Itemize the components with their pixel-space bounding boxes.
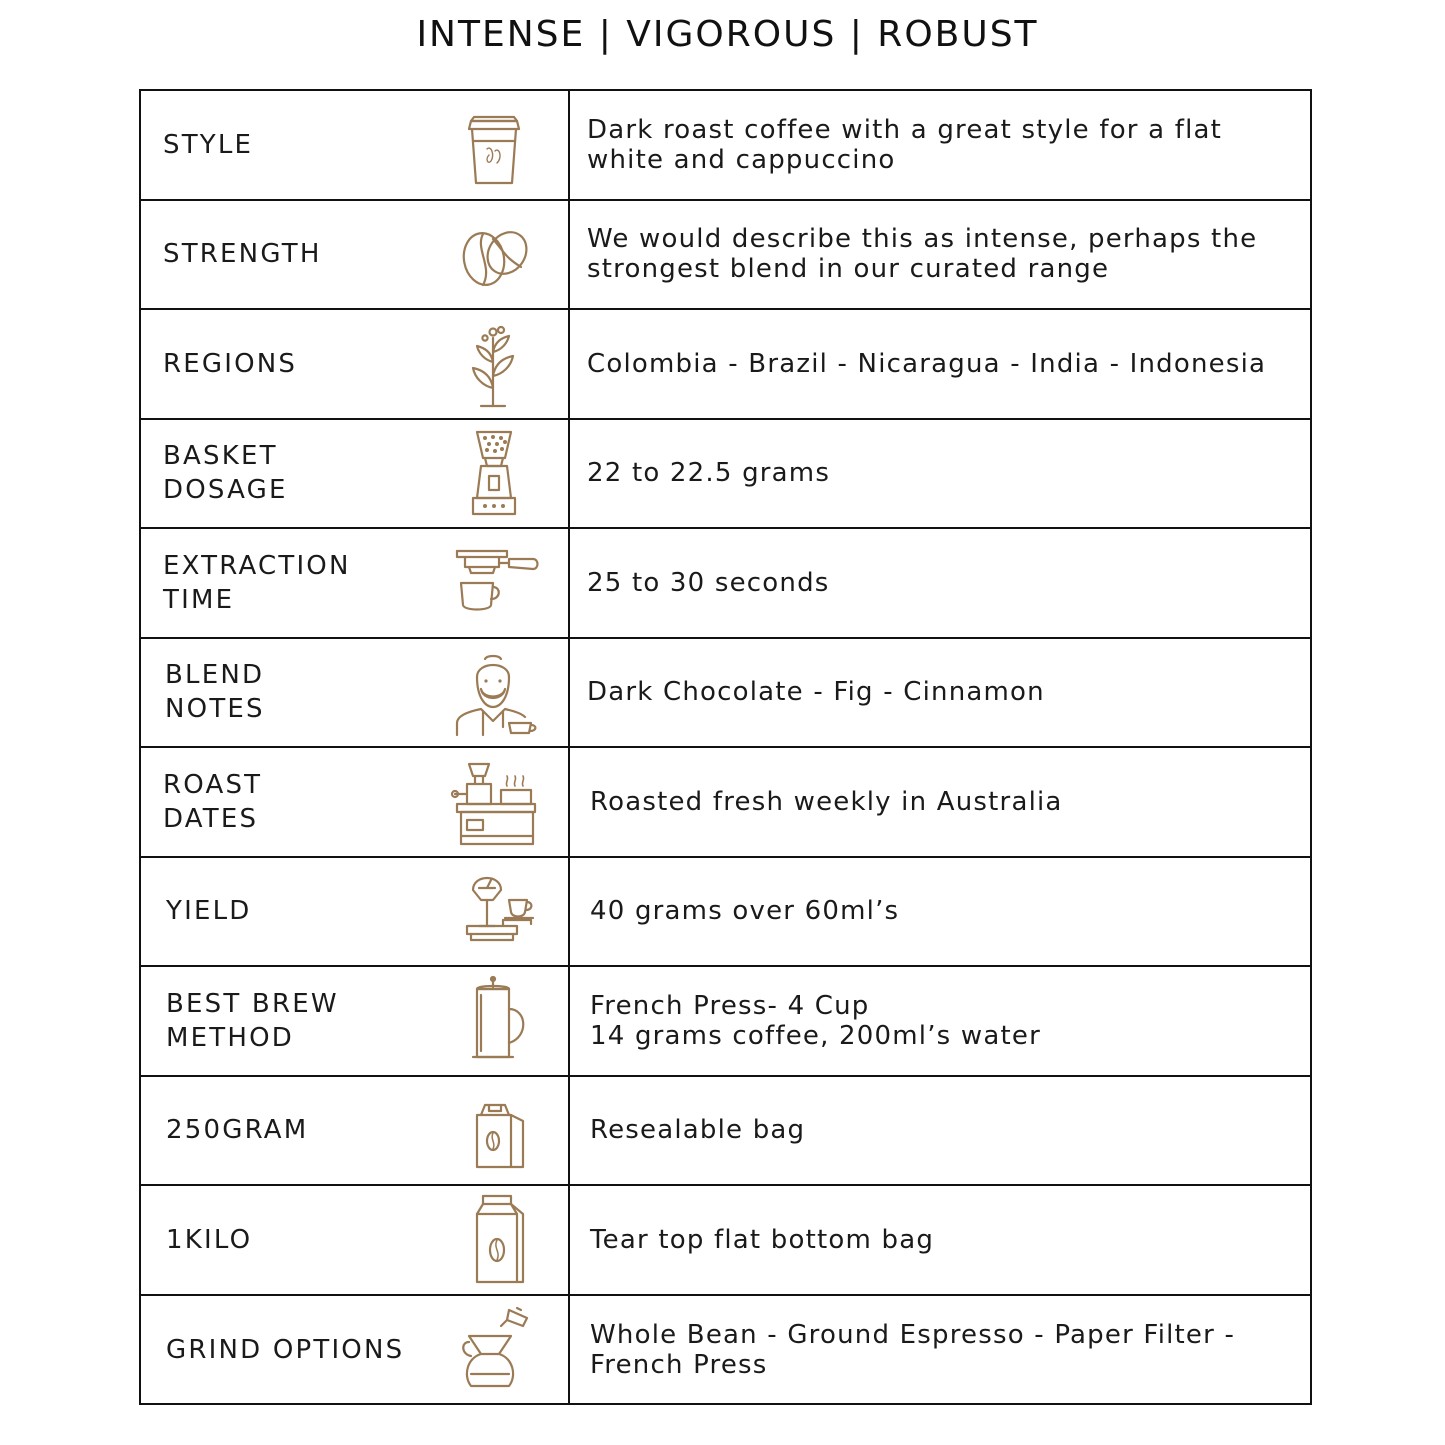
spec-row-grind-options — [141, 1296, 1310, 1406]
coffee-plant-icon — [447, 318, 541, 410]
scale-icon — [447, 866, 541, 958]
row-label: REGIONS — [163, 348, 298, 379]
row-label: 1KILO — [166, 1224, 253, 1255]
row-label: BASKET DOSAGE — [163, 441, 288, 506]
coffee-grinder-icon — [447, 428, 541, 520]
row-label: 250GRAM — [166, 1115, 309, 1146]
barista-icon — [447, 647, 541, 739]
row-label: STYLE — [163, 129, 254, 160]
spec-row-extraction-time — [141, 529, 1310, 639]
pour-over-icon — [447, 1304, 541, 1396]
row-value: Roasted fresh weekly in Australia — [590, 786, 1063, 817]
row-value: Dark roast coffee with a great style for a flat white and cappuccino — [587, 114, 1223, 175]
row-label: STRENGTH — [163, 239, 322, 270]
spec-row-yield — [141, 858, 1310, 968]
row-value: Whole Bean - Ground Espresso - Paper Filter - French Press — [590, 1320, 1236, 1381]
page-heading: INTENSE | VIGOROUS | ROBUST — [416, 14, 1039, 55]
spec-row-strength — [141, 201, 1310, 311]
portafilter-icon — [447, 537, 541, 629]
row-label: GRIND OPTIONS — [166, 1335, 405, 1366]
coffee-beans-icon — [447, 209, 541, 301]
french-press-icon — [447, 975, 541, 1067]
spec-row-best-brew-method — [141, 967, 1310, 1077]
row-label: ROAST DATES — [163, 769, 263, 834]
spec-row-blend-notes — [141, 639, 1310, 749]
coffee-cup-icon — [447, 99, 541, 191]
roaster-icon — [447, 756, 541, 848]
spec-row-1kilo — [141, 1186, 1310, 1296]
spec-row-basket-dosage — [141, 420, 1310, 530]
spec-row-regions — [141, 310, 1310, 420]
row-label: BEST BREW METHOD — [166, 988, 339, 1053]
row-value: French Press- 4 Cup 14 grams coffee, 200ml’s water — [590, 990, 1041, 1051]
row-value: Dark Chocolate - Fig - Cinnamon — [587, 677, 1045, 708]
spec-row-250gram — [141, 1077, 1310, 1187]
row-value: 40 grams over 60ml’s — [590, 896, 900, 927]
large-bag-icon — [447, 1194, 541, 1286]
row-value: Resealable bag — [590, 1115, 806, 1146]
row-label: YIELD — [166, 896, 252, 927]
row-value: Colombia - Brazil - Nicaragua - India - Indonesia — [587, 348, 1267, 379]
row-value: Tear top flat bottom bag — [590, 1224, 935, 1255]
row-value: 22 to 22.5 grams — [587, 458, 831, 489]
row-label: BLEND NOTES — [165, 660, 265, 725]
row-value: We would describe this as intense, perhaps the strongest blend in our curated range — [587, 224, 1258, 285]
spec-table — [139, 89, 1312, 1405]
small-bag-icon — [447, 1085, 541, 1177]
row-value: 25 to 30 seconds — [587, 567, 830, 598]
spec-row-style — [141, 91, 1310, 201]
row-label: EXTRACTION TIME — [163, 550, 351, 615]
spec-row-roast-dates — [141, 748, 1310, 858]
